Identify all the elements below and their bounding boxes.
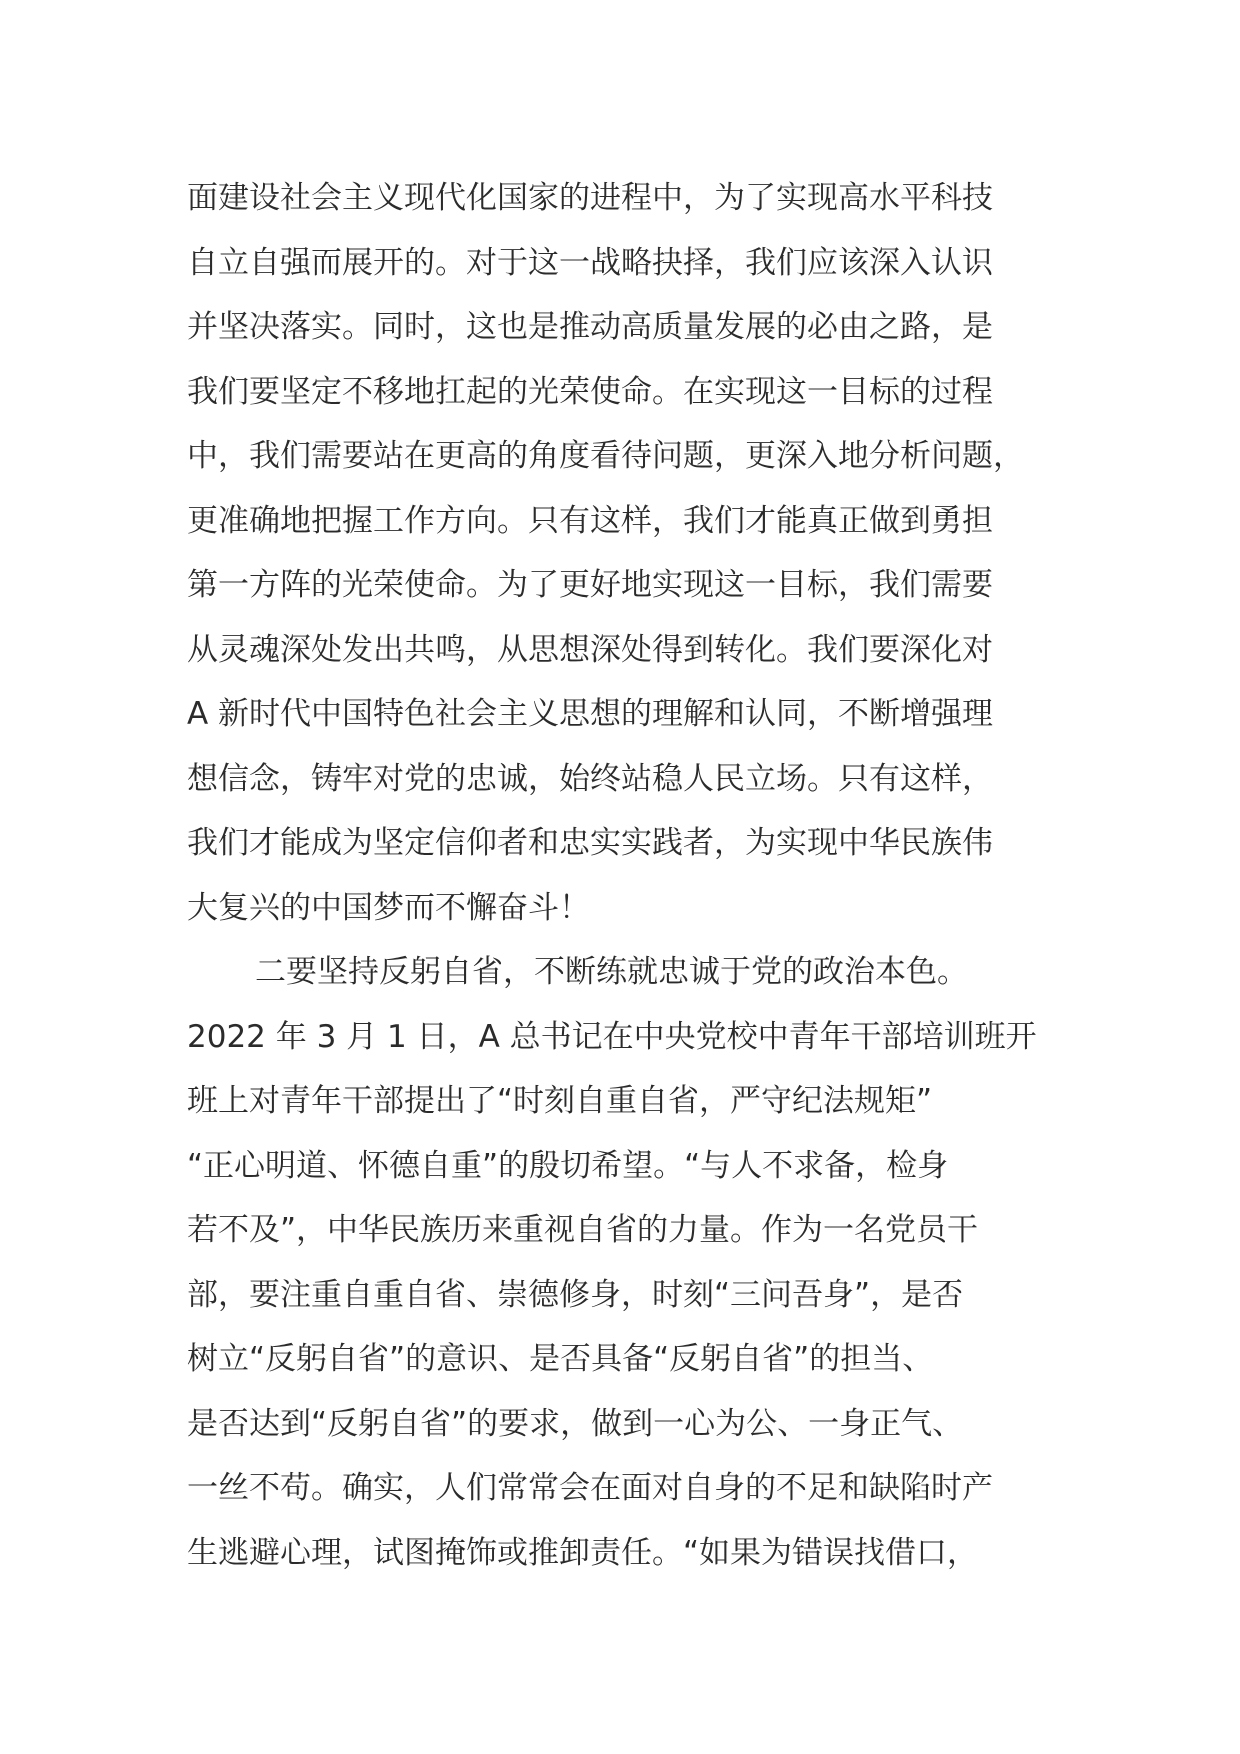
text-line-14: 2022 年 3 月 1 日，A 总书记在中央党校中青年干部培训班开 <box>187 1018 1037 1055</box>
text-line-15: 班上对青年干部提出了“时刻自重自省，严守纪法规矩” <box>187 1083 933 1119</box>
text-line-11: 我们才能成为坚定信仰者和忠实实践者，为实现中华民族伟 <box>187 825 993 861</box>
text-line-17: 若不及”，中华民族历来重视自省的力量。作为一名党员干 <box>187 1212 979 1248</box>
text-line-12: 大复兴的中国梦而不懈奋斗！ <box>187 889 590 926</box>
text-line-22: 生逃避心理，试图掩饰或推卸责任。“如果为错误找借口， <box>187 1534 979 1571</box>
text-line-21: 一丝不苟。确实，人们常常会在面对自身的不足和缺陷时产 <box>187 1470 993 1506</box>
text-line-18: 部，要注重自重自省、崇德修身，时刻“三问吾身”，是否 <box>187 1276 964 1313</box>
text-line-8: 从灵魂深处发出共鸣，从思想深处得到转化。我们要深化对 <box>187 631 993 668</box>
text-line-19: 树立“反躬自省”的意识、是否具备“反躬自省”的担当、 <box>187 1341 934 1377</box>
text-line-16: “正心明道、怀德自重”的殷切希望。“与人不求备，检身 <box>187 1147 949 1184</box>
text-line-9: A 新时代中国特色社会主义思想的理解和认同，不断增强理 <box>187 696 994 732</box>
text-line-6: 更准确地把握工作方向。只有这样，我们才能真正做到勇担 <box>187 502 993 539</box>
text-line-5: 中，我们需要站在更高的角度看待问题，更深入地分析问题， <box>187 438 1024 474</box>
text-line-20: 是否达到“反躬自省”的要求，做到一心为公、一身正气、 <box>187 1405 964 1442</box>
paragraph-heading-line: 二要坚持反躬自省，不断练就忠诚于党的政治本色。 <box>255 954 968 990</box>
text-line-10: 想信念，铸牢对党的忠诚，始终站稳人民立场。只有这样， <box>187 760 993 797</box>
text-line-2: 自立自强而展开的。对于这一战略抉择，我们应该深入认识 <box>187 244 993 281</box>
text-line-4: 我们要坚定不移地扛起的光荣使命。在实现这一目标的过程 <box>187 373 993 410</box>
text-line-1: 面建设社会主义现代化国家的进程中，为了实现高水平科技 <box>187 180 993 216</box>
body-text <box>187 166 1067 1585</box>
text-line-7: 第一方阵的光荣使命。为了更好地实现这一目标，我们需要 <box>187 567 993 603</box>
text-line-3: 并坚决落实。同时，这也是推动高质量发展的必由之路，是 <box>187 309 993 345</box>
